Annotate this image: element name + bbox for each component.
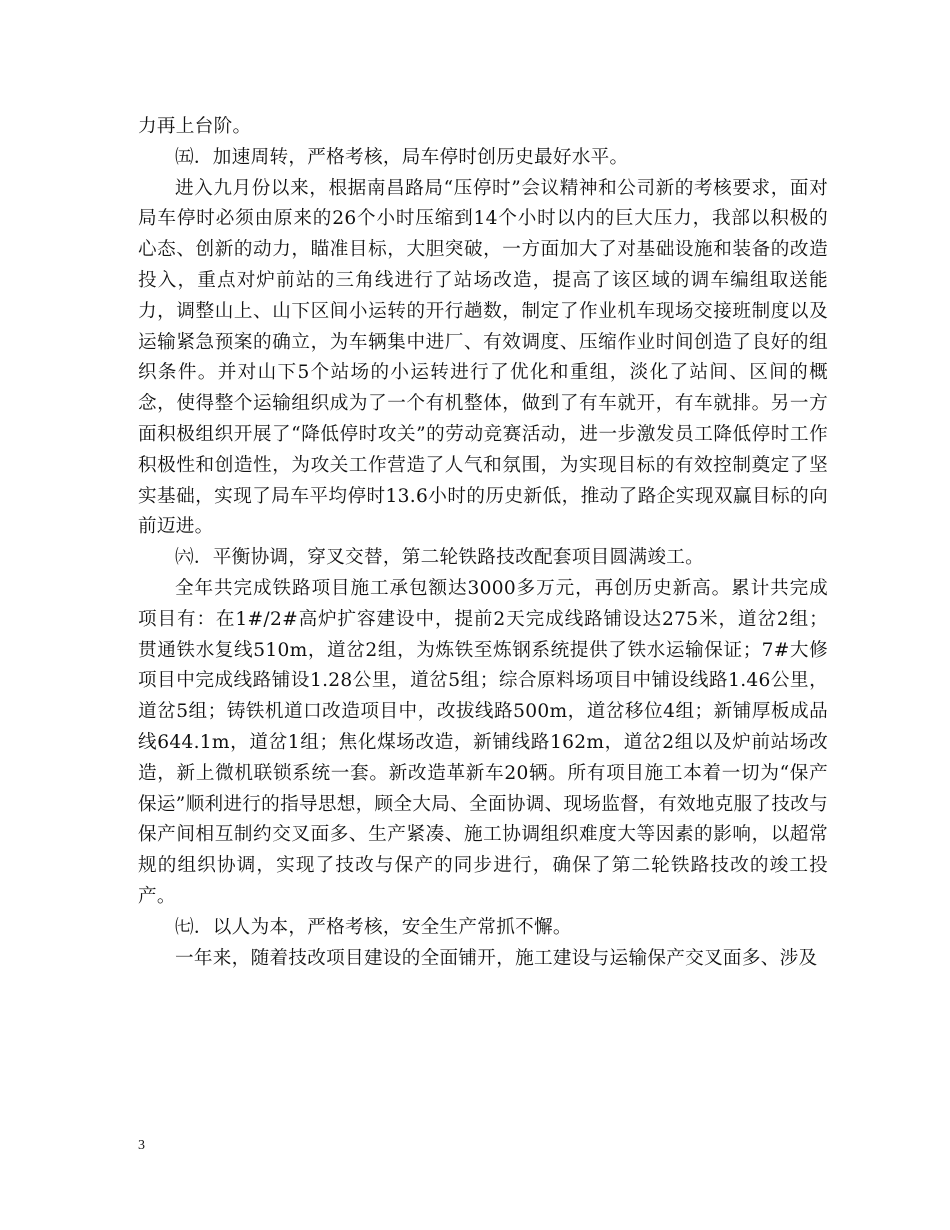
section-heading-6: ㈥．平衡协调，穿叉交替，第二轮铁路技改配套项目圆满竣工。 <box>175 547 705 569</box>
section-heading-5: ㈤．加速周转，严格考核，局车停时创历史最好水平。 <box>175 146 629 168</box>
paragraph-continuation: 力再上台阶。 <box>138 116 252 137</box>
paragraph-turnover: 进入九月份以来，根据南昌路局“压停时”会议精神和公司新的考核要求，面对局车停时必须由原来的26个小时压缩到14个小时以内的巨大压力，我部以积极的心态、创新的动力，瞄准目标，大胆突破，一方面加大了对基础设施和装备的改造投入，重点对炉前站的三角线进行了站场改造，提高了该区域的调车编组取送能力，调整山上、山下区间小运转的开行趟数，制定了作业机车现场交接班制度以及运输紧急预案的确立，为车辆集中进厂、有效调度、压缩作业时间创造了良好的组织条件。并对山下5个站场的小运转进行了优化和重组，淡化了站间、区间的概念，使得整个运输组织成为了一个有机整体，做到了有车就开，有车就排。另一方面积极组织开展了“降低停时攻关”的劳动竞赛活动，进一步激发员工降低停时工作积极性和创造性，为攻关工作营造了人气和氛围，为实现目标的有效控制奠定了坚实基础，实现了局车平均停时13.6小时的历史新低，推动了路企实现双赢目标的向前迈进。 <box>138 177 828 538</box>
paragraph-railway-projects: 全年共完成铁路项目施工承包额达3000多万元，再创历史新高。累计共完成项目有：在1#/2#高炉扩容建设中，提前2天完成线路铺设达275米，道岔2组；贯通铁水复线510m，道岔2组，为炼铁至炼钢系统提供了铁水运输保证；7#大修项目中完成线路铺设1.28公里，道岔5组；综合原料场项目中铺设线路1.46公里，道岔5组；铸铁机道口改造项目中，改拔线路500m，道岔移位4组；新铺厚板成品线644.1m，道岔1组；焦化煤场改造，新铺线路162m，道岔2组以及炉前站场改造，新上微机联锁系统一套。新改造革新车20辆。所有项目施工本着一切为“保产保运”顺利进行的指导思想，顾全大局、全面协调、现场监督，有效地克服了技改与保产间相互制约交叉面多、生产紧凑、施工协调组织难度大等因素的影响，以超常规的组织协调，实现了技改与保产的同步进行，确保了第二轮铁路技改的竣工投产。 <box>138 577 828 907</box>
document-body <box>138 112 828 974</box>
page-number: 3 <box>138 1138 145 1153</box>
section-heading-7: ㈦．以人为本，严格考核，安全生产常抓不懈。 <box>175 916 572 938</box>
paragraph-safety: 一年来，随着技改项目建设的全面铺开，施工建设与运输保产交叉面多、涉及 <box>175 947 818 969</box>
